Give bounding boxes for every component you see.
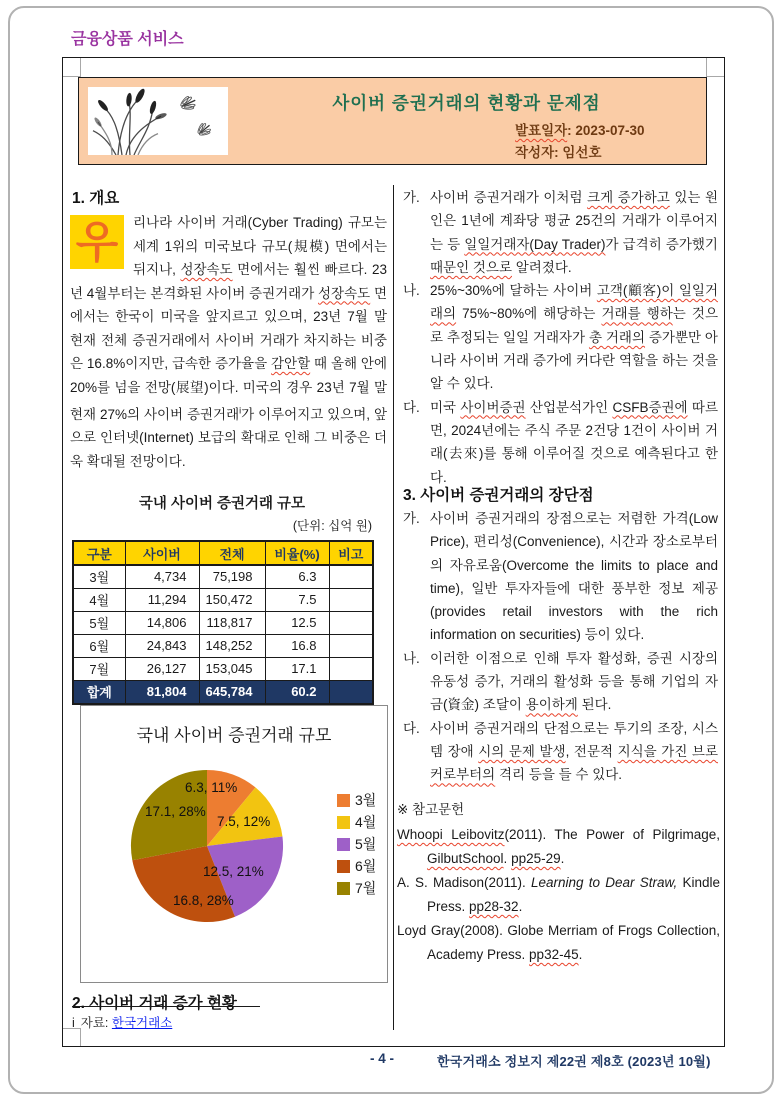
table-cell: 153,045: [199, 657, 265, 680]
table-row: [73, 565, 373, 588]
frame-corner-mark-top-right: [706, 58, 724, 77]
list-item-text: 25%~30%에 달하는 사이버 고객(顧客)이 일일거래의 75%~80%에 해당하는 거래를 행하는 것으로 추정되는 일일 거래자가 총 거래의 증가뿐만 아니라 사이버 거래 증가에 커다란 역할을 하는 것을 알 수 있다.: [430, 283, 718, 392]
pie-data-label: 17.1, 28%: [145, 804, 206, 819]
table-cell: 6.3: [265, 565, 329, 588]
footnote: [72, 1013, 172, 1031]
list-item-label: 가.: [403, 511, 420, 526]
table-cell: 7월: [73, 657, 125, 680]
table-header-cell: 비고: [329, 541, 373, 565]
author: 작성자: 임선호: [515, 145, 602, 160]
chart-title: 국내 사이버 증권거래 규모: [136, 726, 332, 745]
legend-swatch: [337, 882, 350, 895]
list-item-label: 다.: [403, 399, 420, 415]
table-cell: 17.1: [265, 657, 329, 680]
references-heading: ※ 참고문헌: [397, 802, 465, 817]
document-meta: [515, 120, 644, 164]
footnote-separator: [72, 1006, 260, 1007]
list-item: [403, 507, 718, 647]
list-item-text: 사이버 증권거래가 이처럼 크게 증가하고 있는 원인은 1년에 계좌당 평균 25건의 거래가 이루어지는 등 일일거래자(Day Trader)가 급격히 증가했기 때문인 것으로 알려졌다.: [430, 190, 719, 275]
table-row: [73, 634, 373, 657]
legend-label: 7월: [355, 880, 377, 896]
table-total-row: [73, 680, 373, 704]
dropcap: 우: [70, 215, 124, 269]
references-list: [397, 823, 720, 967]
table-header-cell: 구분: [73, 541, 125, 565]
table-cell: 645,784: [199, 680, 265, 704]
legend-item: [337, 789, 376, 811]
legend-swatch: [337, 860, 350, 873]
legend-label: 5월: [355, 836, 377, 852]
legend-item: [337, 877, 376, 899]
table-cell: [329, 634, 373, 657]
section-1-heading: 1. 개요: [72, 190, 120, 207]
header-banner: [78, 77, 707, 165]
cyber-trading-table: [72, 540, 374, 705]
section-3-heading: 3. 사이버 증권거래의 장단점: [403, 487, 594, 504]
footnote-source-link[interactable]: 한국거래소: [111, 1016, 173, 1030]
legend-swatch: [337, 794, 350, 807]
table-title: 국내 사이버 증권거래 규모: [138, 496, 306, 512]
table-header-cell: 전체: [199, 541, 265, 565]
list-item: [403, 396, 718, 489]
table-cell: 합계: [73, 680, 125, 704]
table-cell: 60.2: [265, 680, 329, 704]
legend-item: [337, 833, 376, 855]
table-cell: 14,806: [125, 611, 199, 634]
list-item-text: 사이버 증권거래의 단점으로는 투기의 조장, 시스템 장애 시의 문제 발생, 전문적 지식을 가진 브로커로부터의 격리 등을 들 수 있다.: [430, 720, 718, 783]
table-cell: 3월: [73, 565, 125, 588]
reed-dragonfly-image: [88, 87, 228, 155]
reference-item: Whoopi Leibovitz(2011). The Power of Pilgrimage, GilbutSchool. pp25-29.: [397, 827, 720, 866]
table-cell: 5월: [73, 611, 125, 634]
intro-paragraph: [70, 211, 387, 473]
legend-swatch: [337, 838, 350, 851]
table-cell: 24,843: [125, 634, 199, 657]
table-cell: [329, 657, 373, 680]
pros-cons-list: [403, 507, 718, 787]
list-item-label: 나.: [403, 650, 420, 666]
increase-cause-list: [403, 186, 718, 489]
table-row: [73, 657, 373, 680]
table-cell: 6월: [73, 634, 125, 657]
table-cell: 148,252: [199, 634, 265, 657]
table-cell: 4월: [73, 588, 125, 611]
list-item: [403, 717, 718, 787]
pie-data-label: 16.8, 28%: [173, 893, 234, 908]
table-cell: 150,472: [199, 588, 265, 611]
table-cell: [329, 588, 373, 611]
table-cell: 4,734: [125, 565, 199, 588]
reference-item: Loyd Gray(2008). Globe Merriam of Frogs Collection, Academy Press. pp32-45.: [397, 923, 720, 962]
table-cell: 26,127: [125, 657, 199, 680]
list-item-text: 사이버 증권거래의 장점으로는 저렴한 가격(Low Price), 편리성(Convenience), 시간과 장소로부터의 자유로움(Overcome the limits to place and time), 일반 투자자들에 대한 풍부한 정보 제공(provides retail investors with the rich information on securities) 등이 있다.: [430, 511, 718, 643]
pie-data-label: 12.5, 21%: [203, 864, 264, 879]
list-item-text: 미국 사이버증권 산업분석가인 CSFB증권에 따르면, 2024년에는 주식 주문 2건당 1건이 사이버 거래(去來)를 통해 이루어질 것으로 예측된다고 한다.: [430, 399, 718, 485]
column-divider: [393, 185, 394, 1030]
list-item-label: 다.: [403, 720, 420, 736]
table-cell: 12.5: [265, 611, 329, 634]
pie-chart-box: [80, 705, 388, 983]
list-item: [403, 279, 718, 395]
list-item-label: 나.: [403, 283, 420, 299]
section-2-heading: 2. 사이버 거래 증가 현황: [72, 995, 237, 1012]
footer-publication-info: 한국거래소 정보지 제22권 제8호 (2023년 10월): [437, 1054, 711, 1069]
footnote-marker: i: [72, 1016, 75, 1030]
table-cell: [329, 565, 373, 588]
list-item-label: 가.: [403, 190, 420, 205]
pie-data-label: 7.5, 12%: [217, 814, 271, 829]
legend-label: 6월: [355, 858, 377, 874]
table-cell: [329, 680, 373, 704]
table-header-cell: 비율(%): [265, 541, 329, 565]
table-row: [73, 611, 373, 634]
publish-date: 발표일자: 2023-07-30: [515, 123, 645, 138]
category-label: 금융상품 서비스: [71, 31, 184, 48]
page-number: - 4 -: [370, 1051, 395, 1066]
legend-item: [337, 855, 376, 877]
pie-legend: [337, 789, 376, 899]
intro-text: 리나라 사이버 거래(Cyber Trading) 규모는 세계 1위의 미국보다 규모(規模) 면에서는 뒤지나, 성장속도 면에서는 훨씬 빠르다. 23년 4월부터는 본격화된 사이버 증권거래가 성장속도 면에서는 한국이 미국을 앞지르고 있으며, 23년 7월 말 현재 전체 증권거래에서 사이버 거래가 차지하는 비중은 16.8%이지만, 급속한 증가율을 감안할 때 올해 안에 20%를 넘을 전망(展望)이다. 미국의 경우 23년 7월 말 현재 27%의 사이버 증권거래$^i$가 이루어지고 있으며, 앞으로 인터넷(Internet) 보급의 확대로 인해 그 비중은 더욱 확대될 전망이다.: [70, 215, 387, 469]
table-header-cell: 사이버: [125, 541, 199, 565]
table-cell: 118,817: [199, 611, 265, 634]
list-item: [403, 647, 718, 717]
footnote-label: 자료:: [80, 1016, 109, 1030]
legend-label: 3월: [355, 792, 377, 808]
list-item-text: 이러한 이점으로 인해 투자 활성화, 증권 시장의 유동성 증가, 거래의 활성화 등을 통해 기업의 자금(資金) 조달이 용이하게 된다.: [430, 650, 718, 713]
table-unit-note: (단위: 십억 원): [292, 519, 372, 533]
legend-item: [337, 811, 376, 833]
table-cell: 81,804: [125, 680, 199, 704]
table-header-row: [73, 541, 373, 565]
list-item: [403, 186, 718, 279]
table-row: [73, 588, 373, 611]
table-cell: 7.5: [265, 588, 329, 611]
reference-item: A. S. Madison(2011). Learning to Dear Straw, Kindle Press. pp28-32.: [397, 875, 720, 914]
table-cell: 11,294: [125, 588, 199, 611]
frame-corner-mark-top-left: [63, 58, 81, 77]
legend-swatch: [337, 816, 350, 829]
document-title: 사이버 증권거래의 현황과 문제점: [332, 93, 601, 113]
table-cell: 16.8: [265, 634, 329, 657]
table-cell: [329, 611, 373, 634]
table-cell: 75,198: [199, 565, 265, 588]
pie-data-label: 6.3, 11%: [185, 780, 238, 795]
legend-label: 4월: [355, 814, 377, 830]
